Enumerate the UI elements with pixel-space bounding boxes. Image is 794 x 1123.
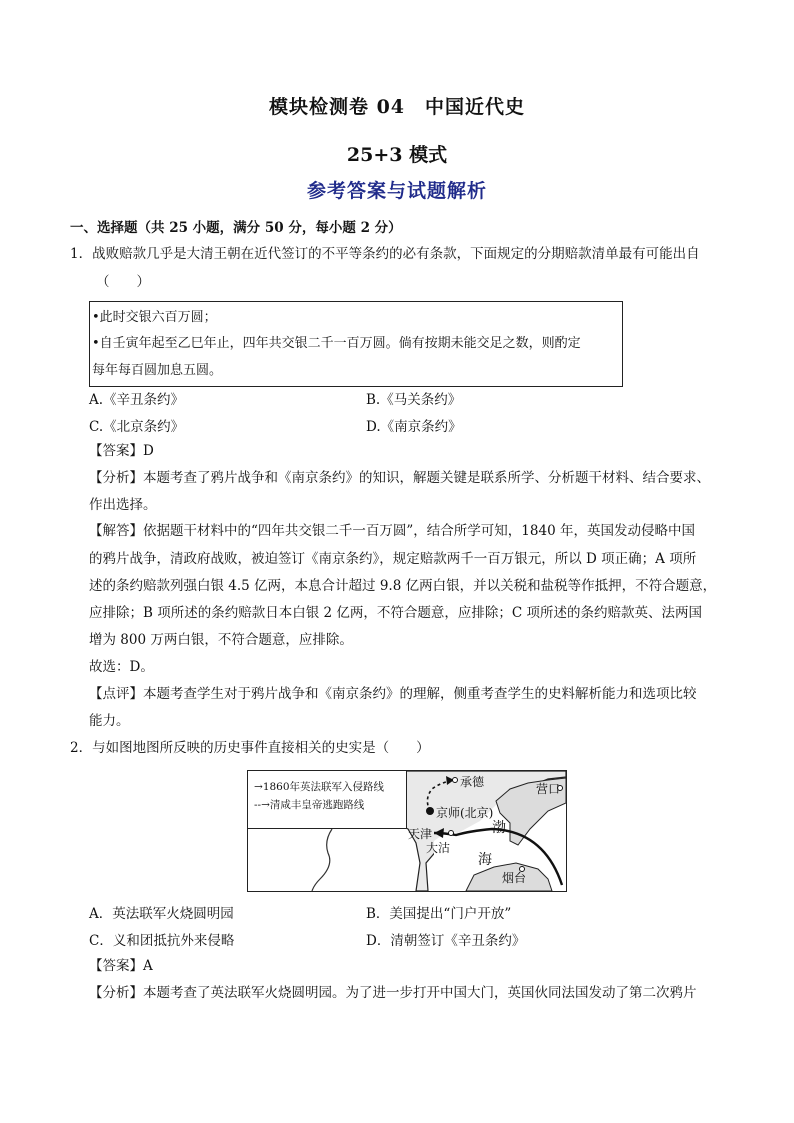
q1-comment-cont: 能力。: [89, 713, 130, 729]
q2-map: [247, 770, 567, 892]
page-title: 模块检测卷 04 中国近代史: [268, 96, 526, 118]
tianjin-dot: [449, 831, 454, 836]
answer-title: 参考答案与试题解析: [306, 180, 487, 202]
label-hai: 海: [478, 852, 492, 868]
q1-solution-cont: 应排除；B 项所述的条约赔款日本白银 2 亿两，不符合题意，应排除；C 项所述的条约赔款英、法两国: [89, 605, 703, 621]
legend-invasion-text: 1860年英法联军入侵路线: [262, 781, 385, 793]
analysis-label: 【分析】: [89, 470, 143, 486]
q1-choice: 故选：D。: [89, 659, 154, 675]
section-heading: 一、选择题（共 25 小题，满分 50 分，每小题 2 分）: [70, 220, 402, 236]
label-yingkou: 营口: [536, 782, 561, 796]
q1-quote-box: [89, 301, 623, 387]
river: [312, 829, 332, 891]
q1-stem: 1．战败赔款几乎是大清王朝在近代签订的不平等条约的必有条款，下面规定的分期赔款清单最有可能出自: [70, 246, 700, 262]
answer-label: 【答案】: [89, 443, 143, 459]
q1-stem-paren: （ ）: [96, 274, 150, 290]
q2-option-c: C．义和团抵抗外来侵略: [89, 933, 235, 949]
answer-label: 【答案】: [89, 958, 143, 974]
label-dagu: 大沽: [426, 841, 451, 855]
answer-value: A: [143, 958, 153, 974]
analysis-text: 本题考查了鸦片战争和《南京条约》的知识，解题关键是联系所学、分析题干材料、结合要求、: [143, 470, 710, 486]
q1-quote-line: •此时交银六百万圆；: [92, 310, 217, 325]
chengde-dot: [453, 778, 458, 783]
label-bo: 渤: [492, 820, 506, 836]
q1-comment: [89, 684, 697, 704]
q1-answer: [89, 441, 154, 461]
q2-option-b: B．美国提出“门户开放”: [366, 906, 512, 922]
solution-text: 依据题干材料中的“四年共交银二千一百万圆”，结合所学可知，1840 年，英国发动侵略中国: [143, 523, 695, 539]
analysis-text: 本题考查了英法联军火烧圆明园。为了进一步打开中国大门，英国伙同法国发动了第二次鸦片: [143, 985, 697, 1001]
q1-option-c: C.《北京条约》: [89, 419, 185, 435]
q1-analysis: [89, 468, 710, 488]
q1-option-d: D.《南京条约》: [366, 419, 462, 435]
q2-option-a: A．英法联军火烧圆明园: [89, 906, 234, 922]
beijing-dot: [426, 807, 434, 815]
comment-label: 【点评】: [89, 686, 143, 702]
q2-answer: [89, 956, 153, 976]
label-beijing: 京师(北京): [436, 806, 494, 820]
q1-option-b: B.《马关条约》: [366, 392, 462, 408]
page-subtitle: 25+3 模式: [346, 144, 448, 166]
q1-solution: [89, 521, 695, 541]
legend-item-escape: ‐‐→清咸丰皇帝逃跑路线: [254, 799, 365, 811]
q1-option-a: A.《辛丑条约》: [89, 392, 185, 408]
q2-option-d: D．清朝签订《辛丑条约》: [366, 933, 526, 949]
legend-item-invasion: →1860年英法联军入侵路线: [254, 781, 385, 793]
q2-analysis: [89, 983, 697, 1003]
label-tianjin: 天津: [408, 827, 433, 841]
answer-value: D: [143, 443, 154, 459]
map-legend: [248, 771, 407, 829]
comment-text: 本题考查学生对于鸦片战争和《南京条约》的理解，侧重考查学生的史料解析能力和选项比较: [143, 686, 697, 702]
q1-quote-line: •自壬寅年起至乙巳年止，四年共交银二千一百万圆。倘有按期未能交足之数，则酌定: [92, 336, 581, 351]
q1-solution-cont: 增为 800 万两白银，不符合题意，应排除。: [89, 632, 353, 648]
q1-solution-cont: 述的条约赔款列强白银 4.5 亿两，本息合计超过 9.8 亿两白银，并以关税和盐税等作抵押，不符合题意，: [89, 578, 717, 594]
q1-analysis-cont: 作出选择。: [89, 497, 157, 513]
legend-escape-text: 清咸丰皇帝逃跑路线: [269, 799, 365, 811]
q2-stem: 2．与如图地图所反映的历史事件直接相关的史实是（ ）: [70, 740, 430, 756]
q1-solution-cont: 的鸦片战争，清政府战败，被迫签订《南京条约》，规定赔款两千一百万银元，所以 D 项正确；A 项所: [89, 551, 697, 567]
label-yantai: 烟台: [502, 871, 527, 885]
solution-label: 【解答】: [89, 523, 143, 539]
q1-quote-line: 每年每百圆加息五圆。: [92, 363, 223, 378]
analysis-label: 【分析】: [89, 985, 143, 1001]
label-chengde: 承德: [460, 775, 485, 789]
